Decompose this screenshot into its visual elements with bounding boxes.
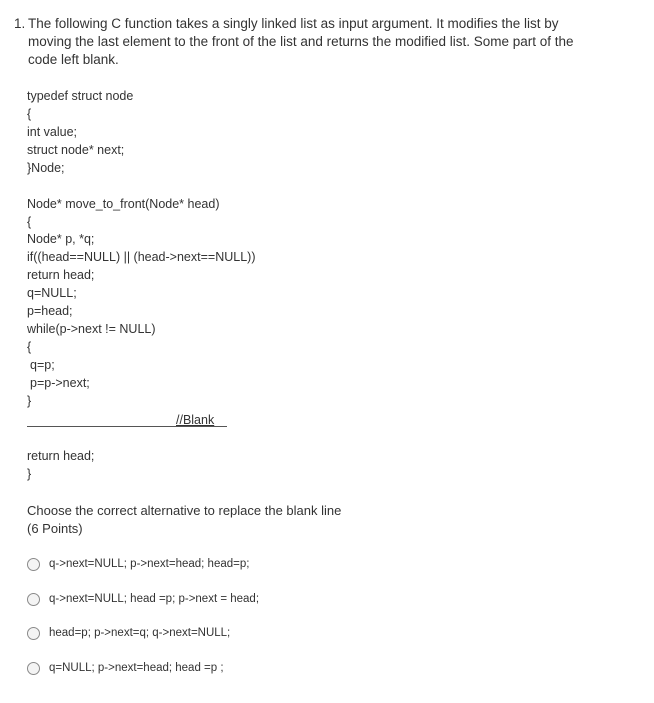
code-line: while(p->next != NULL) bbox=[27, 322, 156, 336]
code-line: if((head==NULL) || (head->next==NULL)) bbox=[27, 250, 256, 264]
code-line: int value; bbox=[27, 125, 78, 139]
question-number: 1. bbox=[14, 16, 26, 31]
code-line: } bbox=[27, 394, 32, 408]
radio-button-icon[interactable] bbox=[27, 662, 40, 675]
code-line: Node* move_to_front(Node* head) bbox=[27, 197, 220, 211]
question-line-2: moving the last element to the front of the list and returns the modified list. Some part of the bbox=[28, 34, 574, 49]
radio-button-icon[interactable] bbox=[27, 558, 40, 571]
option-label[interactable]: head=p; p->next=q; q->next=NULL; bbox=[49, 627, 231, 639]
code-line: } bbox=[27, 467, 32, 481]
code-line: return head; bbox=[27, 268, 95, 282]
code-line: { bbox=[27, 215, 32, 229]
radio-button-icon[interactable] bbox=[27, 593, 40, 606]
code-line: typedef struct node bbox=[27, 89, 134, 103]
question-line-1: The following C function takes a singly linked list as input argument. It modifies the list by bbox=[28, 16, 559, 31]
option-label[interactable]: q=NULL; p->next=head; head =p ; bbox=[49, 662, 224, 674]
code-line: p=p->next; bbox=[30, 376, 90, 390]
points-label: (6 Points) bbox=[27, 521, 83, 536]
radio-button-icon[interactable] bbox=[27, 627, 40, 640]
option-2[interactable] bbox=[27, 591, 259, 607]
code-line: struct node* next; bbox=[27, 143, 125, 157]
option-1[interactable] bbox=[27, 556, 249, 572]
blank-label: //Blank bbox=[176, 413, 215, 427]
code-line: { bbox=[27, 340, 32, 354]
option-label[interactable]: q->next=NULL; head =p; p->next = head; bbox=[49, 593, 260, 605]
code-line: q=p; bbox=[30, 358, 55, 372]
option-3[interactable] bbox=[27, 625, 230, 641]
question-line-3: code left blank. bbox=[28, 52, 119, 67]
code-line: return head; bbox=[27, 449, 95, 463]
code-line: }Node; bbox=[27, 161, 65, 175]
code-line: p=head; bbox=[27, 304, 73, 318]
code-line: Node* p, *q; bbox=[27, 232, 95, 246]
option-4[interactable] bbox=[27, 660, 224, 676]
instruction-text: Choose the correct alternative to replace the blank line bbox=[27, 503, 342, 518]
option-label[interactable]: q->next=NULL; p->next=head; head=p; bbox=[49, 558, 250, 570]
code-line: q=NULL; bbox=[27, 286, 77, 300]
code-line: { bbox=[27, 107, 32, 121]
